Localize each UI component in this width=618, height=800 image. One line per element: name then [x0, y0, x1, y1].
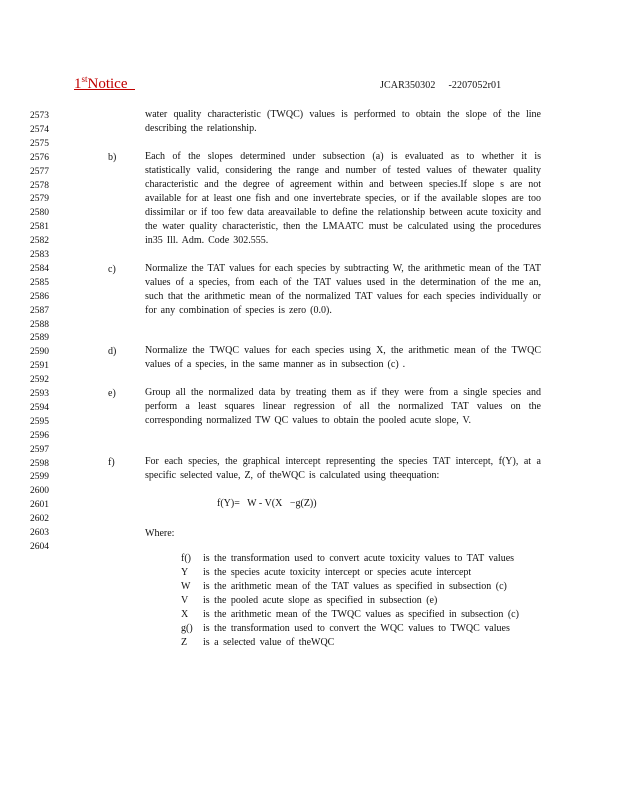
line-number: 2587: [30, 305, 49, 316]
line-number: 2573: [30, 111, 49, 121]
document-id: JCAR350302 -2207052r01: [380, 80, 502, 91]
line-number: 2600: [30, 486, 49, 497]
line-number: 2583: [30, 250, 49, 260]
item-text-f: For each species, the graphical intercept representing the species TAT intercept, f(Y), at a specific selected value, Z, of theWQC is calculated using theequation:: [145, 456, 541, 481]
definition-symbol: g(): [181, 623, 193, 634]
item-label-f: f): [108, 457, 115, 468]
line-number: 2585: [30, 277, 49, 288]
item-text-b: Each of the slopes determined under subsection (a) is evaluated as to whether it is statistically valid, considering the range and number of tested values of thewater quality characteristic and the degree of agreement within and between species.If slope s are not available for at least one fish and one invertebrate species, or if the available slopes are too dissimilar or if too few data areavailable to define the relationship between acute toxicity and the water quality characteristic, then the LMAATC must be calculated using the procedures in35 Ill. Adm. Code 302.555.: [145, 151, 541, 246]
definition-item: [181, 609, 521, 620]
definition-item: [181, 637, 521, 648]
line-number: 2595: [30, 416, 49, 427]
line-number: 2599: [30, 472, 49, 483]
notice-word: Notice: [87, 76, 128, 92]
line-number: 2603: [30, 528, 49, 538]
definition-text: is the species acute toxicity intercept or species acute intercept: [203, 567, 472, 578]
line-number: 2578: [30, 180, 49, 191]
line-number: 2592: [30, 375, 49, 386]
definition-text: is the pooled acute slope as specified in subsection (e): [203, 595, 438, 606]
continuation-paragraph: water quality characteristic (TWQC) values is performed to obtain the slope of the line describing the relationship.: [145, 109, 541, 134]
item-label-c: c): [108, 264, 116, 275]
line-number: 2586: [30, 291, 49, 302]
definition-symbol: X: [181, 609, 189, 620]
definition-symbol: Y: [181, 567, 189, 578]
line-number: 2598: [30, 458, 49, 469]
line-number: 2580: [30, 208, 49, 219]
definition-symbol: W: [181, 581, 191, 592]
line-number: 2594: [30, 402, 49, 413]
item-label-d: d): [108, 346, 117, 357]
definition-item: [181, 581, 521, 592]
where-label: Where:: [145, 528, 175, 539]
line-number: 2589: [30, 333, 49, 344]
definition-text: is the transformation used to convert acute toxicity values to TAT values: [203, 553, 515, 564]
line-number: 2601: [30, 500, 49, 511]
line-number: 2582: [30, 236, 49, 247]
definition-text: is the arithmetic mean of the TWQC values as specified in subsection (c): [203, 609, 519, 620]
line-number: 2591: [30, 361, 49, 372]
line-number: 2575: [30, 138, 49, 149]
definition-item: [181, 595, 521, 606]
notice-title: [74, 74, 135, 93]
item-label-b: b): [108, 152, 117, 163]
item-label-e: e): [108, 388, 116, 399]
notice-number: 1: [74, 76, 82, 92]
line-number: 2579: [30, 194, 49, 205]
definition-text: is the arithmetic mean of the TAT values as specified in subsection (c): [203, 581, 507, 592]
line-number: 2574: [30, 124, 49, 135]
line-number: 2588: [30, 319, 49, 330]
line-number: 2577: [30, 166, 49, 177]
definitions-list: [181, 553, 521, 651]
item-text-e: Group all the normalized data by treating them as if they were from a single species and perform a least squares linear regression of all the normalized TAT values on the corresponding normalized TW QC values to obtain the pooled acute slope, V.: [145, 387, 541, 426]
line-number: 2576: [30, 152, 49, 163]
notice-superscript: st: [81, 74, 88, 84]
equation: f(Y)= W - V(X −g(Z)): [217, 498, 317, 509]
item-text-d: Normalize the TWQC values for each species using X, the arithmetic mean of the TWQC values of a species, in the same manner as in subsection (c) .: [145, 345, 541, 370]
line-number: 2584: [30, 263, 49, 274]
definition-item: [181, 553, 521, 564]
line-number: 2593: [30, 389, 49, 399]
line-number: 2596: [30, 430, 49, 441]
line-number: 2604: [30, 541, 49, 552]
line-number: 2581: [30, 222, 49, 233]
definition-item: [181, 623, 521, 634]
definition-symbol: f(): [181, 553, 191, 564]
definition-text: is the transformation used to convert the WQC values to TWQC values: [203, 623, 510, 634]
definition-text: is a selected value of theWQC: [203, 637, 335, 648]
item-text-c: Normalize the TAT values for each species by subtracting W, the arithmetic mean of the TAT values of a species, from each of the TAT values used in the determination of the me an, such that the arithmetic mean of the normalized TAT values for each species individually or for any combination of species is zero (0.0).: [145, 263, 541, 316]
line-number: 2602: [30, 514, 49, 525]
line-number: 2590: [30, 347, 49, 358]
definition-symbol: V: [181, 595, 189, 606]
line-number: 2597: [30, 444, 49, 455]
definition-symbol: Z: [181, 637, 188, 648]
definition-item: [181, 567, 521, 578]
